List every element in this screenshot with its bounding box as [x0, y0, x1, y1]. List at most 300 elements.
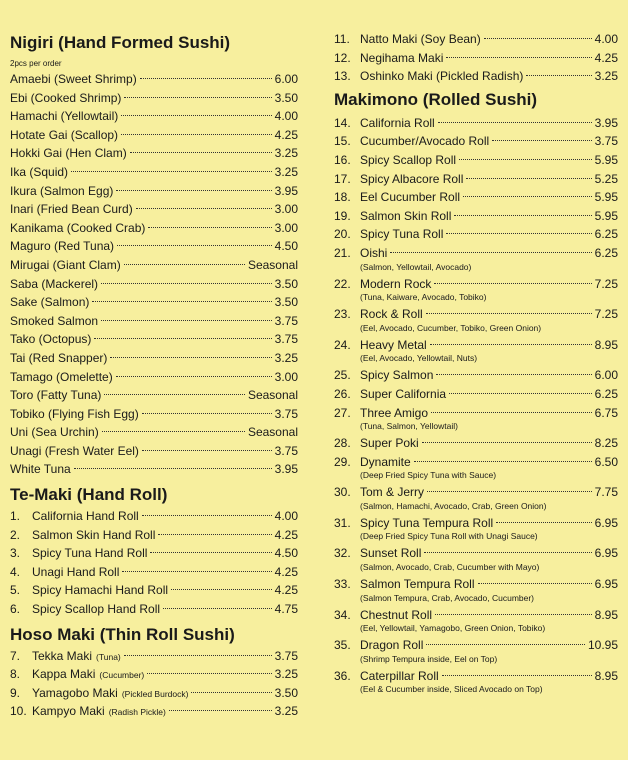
menu-item: [10, 526, 298, 545]
menu-item-price: 3.75: [274, 443, 298, 458]
menu-item-note: (Pickled Burdock): [121, 688, 189, 699]
menu-item-number: 5.: [10, 583, 21, 598]
menu-item-label: Spicy Tuna Tempura Roll: [360, 515, 494, 530]
menu-item-name: [10, 126, 118, 145]
menu-item-name: [10, 144, 127, 163]
menu-item-price: 4.00: [274, 509, 298, 524]
menu-item: [334, 170, 618, 189]
menu-item-label: Salmon Skin Hand Roll: [32, 527, 156, 542]
dot-leader: [130, 152, 272, 153]
menu-item-name: [10, 330, 91, 349]
menu-item-number: 35.: [334, 638, 351, 653]
menu-item-number: 34.: [334, 607, 351, 622]
menu-item: [334, 434, 618, 453]
menu-item-name: [334, 575, 475, 594]
dot-leader: [140, 78, 272, 79]
dot-leader: [438, 122, 592, 123]
menu-item: [10, 507, 298, 526]
menu-item: [10, 665, 298, 684]
hosomaki-list: [10, 647, 298, 721]
menu-item-price: 7.25: [594, 307, 618, 322]
dot-leader: [526, 75, 591, 76]
menu-item-number: 4.: [10, 564, 21, 579]
menu-item-note: (Cucumber): [99, 670, 145, 681]
menu-item-label: Spicy Scallop Hand Roll: [32, 602, 161, 617]
menu-item-price: 6.50: [594, 454, 618, 469]
menu-item: [334, 67, 618, 86]
menu-item-label: Tamago (Omelette): [10, 369, 113, 384]
menu-item-label: Uni (Sea Urchin): [10, 425, 99, 440]
menu-item-label: Spicy Salmon: [360, 368, 434, 383]
menu-item-name: [10, 200, 133, 219]
menu-item-label: Rock & Roll: [360, 307, 423, 322]
menu-item-price: 4.25: [274, 564, 298, 579]
menu-item-description: (Eel, Avocado, Yellowtail, Nuts): [360, 353, 478, 364]
menu-item-name: [10, 442, 139, 461]
menu-item: [334, 151, 618, 170]
menu-item-name: [334, 30, 481, 49]
menu-item-price: 6.75: [594, 405, 618, 420]
menu-item-name: [334, 366, 433, 385]
menu-item-name: [10, 219, 145, 238]
menu-item-number: 28.: [334, 436, 351, 451]
menu-item-number: 3.: [10, 546, 21, 561]
dot-leader: [390, 252, 591, 253]
menu-item-description: (Salmon Tempura, Crab, Avocado, Cucumber): [360, 592, 535, 603]
menu-item-name: [334, 207, 451, 226]
dot-leader: [449, 393, 592, 394]
menu-item-price: 3.50: [274, 276, 298, 291]
menu-item-description: (Deep Fried Spicy Tuna Roll with Unagi Sauce): [360, 531, 538, 542]
menu-item-number: 10.: [10, 704, 27, 719]
menu-item: [334, 49, 618, 68]
dot-leader: [496, 522, 591, 523]
menu-item: [334, 385, 618, 404]
menu-item-price: 10.95: [587, 638, 618, 653]
menu-item-price: 4.25: [274, 127, 298, 142]
dot-leader: [74, 468, 272, 469]
menu-item-label: Smoked Salmon: [10, 313, 99, 328]
menu-item-name: [10, 526, 155, 545]
dot-leader: [169, 710, 272, 711]
menu-item-description: (Salmon, Hamachi, Avocado, Crab, Green Onion): [360, 500, 547, 511]
menu-item-label: Oishi: [360, 245, 388, 260]
menu-item-name: [10, 507, 139, 526]
menu-item-label: Dragon Roll: [360, 638, 424, 653]
menu-item-name: [334, 188, 460, 207]
menu-item-price: 3.25: [274, 350, 298, 365]
menu-item-label: Oshinko Maki (Pickled Radish): [360, 69, 524, 84]
menu-item-price: 5.95: [594, 190, 618, 205]
menu-item-name: [334, 151, 456, 170]
menu-item-price: 3.25: [594, 69, 618, 84]
dot-leader: [436, 374, 591, 375]
menu-item-number: 20.: [334, 227, 351, 242]
dot-leader: [422, 442, 592, 443]
menu-item-label: Ika (Squid): [10, 164, 69, 179]
menu-item-number: 23.: [334, 307, 351, 322]
dot-leader: [426, 644, 585, 645]
menu-item-price: 8.25: [594, 436, 618, 451]
menu-item-description: (Salmon, Avocado, Crab, Cucumber with Mayo): [360, 562, 540, 573]
menu-item-price: 3.75: [594, 134, 618, 149]
menu-item-label: Salmon Skin Roll: [360, 208, 452, 223]
menu-item: [10, 70, 298, 89]
menu-item: [10, 581, 298, 600]
menu-item: [10, 544, 298, 563]
menu-item-price: 3.75: [274, 648, 298, 663]
menu-item-price: 4.25: [594, 50, 618, 65]
temaki-title: Te-Maki (Hand Roll): [10, 485, 168, 505]
menu-item: [10, 563, 298, 582]
menu-item-label: Spicy Albacore Roll: [360, 171, 464, 186]
menu-item-number: 6.: [10, 602, 21, 617]
menu-item-label: Ebi (Cooked Shrimp): [10, 90, 122, 105]
hosomaki-title: Hoso Maki (Thin Roll Sushi): [10, 624, 235, 644]
menu-item-label: Tako (Octopus): [10, 332, 92, 347]
menu-item-number: 9.: [10, 685, 21, 700]
menu-item: [10, 442, 298, 461]
menu-item-name: [10, 163, 68, 182]
menu-item-price: 3.95: [274, 462, 298, 477]
menu-item-number: 24.: [334, 337, 351, 352]
menu-item-price: 6.95: [594, 577, 618, 592]
menu-item-name: [334, 225, 443, 244]
menu-item-label: Sake (Salmon): [10, 295, 90, 310]
menu-item: [10, 647, 298, 666]
menu-item-description: (Deep Fried Spicy Tuna with Sauce): [360, 470, 497, 481]
menu-item-label: Spicy Hamachi Hand Roll: [32, 583, 169, 598]
dot-leader: [442, 675, 592, 676]
menu-item: [10, 200, 298, 219]
menu-item-name: [10, 275, 98, 294]
menu-item-label: Ikura (Salmon Egg): [10, 183, 114, 198]
dot-leader: [158, 534, 271, 535]
menu-item-number: 21.: [334, 245, 351, 260]
menu-item-name: [334, 434, 419, 453]
dot-leader: [478, 583, 592, 584]
menu-item-number: 18.: [334, 190, 351, 205]
menu-item-label: Kampyo Maki: [32, 704, 105, 719]
menu-item-price: 3.50: [274, 90, 298, 105]
menu-item-note: (Radish Pickle): [108, 707, 166, 718]
menu-item: [10, 219, 298, 238]
menu-item-price: 3.25: [274, 704, 298, 719]
menu-item-name: [334, 114, 435, 133]
menu-item-price: 5.95: [594, 208, 618, 223]
menu-item-price: 4.00: [594, 32, 618, 46]
menu-item-price: 6.25: [594, 386, 618, 401]
menu-item-price: 8.95: [594, 668, 618, 683]
menu-item-description: (Eel, Yellowtail, Yamagobo, Green Onion, Tobiko): [360, 623, 546, 634]
menu-item-name: [10, 665, 144, 685]
menu-item: [10, 163, 298, 182]
right-column: [334, 0, 618, 697]
menu-item-name: [10, 405, 139, 424]
menu-item-number: 11.: [334, 32, 350, 46]
menu-item: [10, 368, 298, 387]
dot-leader: [463, 196, 592, 197]
menu-item: [10, 126, 298, 145]
menu-item-price: 3.00: [274, 220, 298, 235]
menu-item: [334, 132, 618, 151]
menu-item-label: Hokki Gai (Hen Clam): [10, 146, 127, 161]
menu-item-number: 30.: [334, 485, 351, 500]
menu-item-price: 4.00: [274, 109, 298, 124]
menu-item-price: 7.75: [594, 485, 618, 500]
dot-leader: [117, 245, 272, 246]
menu-item-name: [334, 49, 443, 68]
menu-item: [10, 386, 298, 405]
menu-item-number: 32.: [334, 546, 351, 561]
menu-item-label: Three Amigo: [360, 405, 429, 420]
menu-item: [10, 256, 298, 275]
menu-item-description: (Salmon, Yellowtail, Avocado): [360, 261, 472, 272]
menu-item: [10, 275, 298, 294]
dot-leader: [136, 208, 272, 209]
menu-item-name: [10, 89, 121, 108]
menu-item: [10, 293, 298, 312]
nigiri-list: [10, 70, 298, 479]
menu-item-label: Super Poki: [360, 436, 419, 451]
menu-item-name: [10, 107, 118, 126]
menu-item-label: Spicy Tuna Roll: [360, 227, 444, 242]
menu-item-price: Seasonal: [247, 425, 298, 440]
menu-item-price: 6.95: [594, 546, 618, 561]
menu-item-label: Spicy Scallop Roll: [360, 152, 457, 167]
dot-leader: [116, 376, 272, 377]
dot-leader: [142, 413, 272, 414]
menu-item-number: 8.: [10, 667, 21, 682]
menu-item-price: Seasonal: [247, 388, 298, 403]
dot-leader: [122, 571, 271, 572]
menu-item: [334, 225, 618, 244]
dot-leader: [431, 412, 592, 413]
dot-leader: [101, 320, 272, 321]
menu-item-name: [10, 460, 71, 479]
menu-item-number: 33.: [334, 577, 351, 592]
menu-item-number: 36.: [334, 668, 351, 683]
menu-item-label: Cucumber/Avocado Roll: [360, 134, 490, 149]
menu-item-name: [10, 368, 113, 387]
menu-item-description: (Eel, Avocado, Cucumber, Tobiko, Green Onion): [360, 322, 542, 333]
menu-item: [10, 330, 298, 349]
menu-item-number: 25.: [334, 368, 351, 383]
menu-item-price: 3.50: [274, 295, 298, 310]
menu-item-number: 27.: [334, 405, 351, 420]
menu-item-price: 8.95: [594, 607, 618, 622]
menu-item-price: 6.25: [594, 227, 618, 242]
dot-leader: [102, 431, 245, 432]
menu-item-label: Kanikama (Cooked Crab): [10, 220, 146, 235]
menu-item-price: 4.25: [274, 527, 298, 542]
menu-item-number: 16.: [334, 152, 351, 167]
menu-item-label: California Hand Roll: [32, 509, 139, 524]
dot-leader: [435, 614, 592, 615]
menu-item-price: 6.25: [594, 245, 618, 260]
dot-leader: [171, 589, 272, 590]
menu-item-name: [10, 182, 113, 201]
menu-item: [10, 349, 298, 368]
dot-leader: [163, 608, 272, 609]
menu-item-name: [10, 600, 160, 619]
menu-item-note: (Tuna): [96, 651, 121, 662]
menu-item-price: 3.75: [274, 332, 298, 347]
menu-item-price: 3.75: [274, 313, 298, 328]
menu-item-number: 13.: [334, 69, 351, 84]
menu-item-label: California Roll: [360, 115, 435, 130]
menu-item: [10, 460, 298, 479]
menu-item-price: 3.95: [594, 115, 618, 130]
menu-item-price: 3.75: [274, 406, 298, 421]
menu-item-number: 12.: [334, 50, 351, 65]
makimono-title: Makimono (Rolled Sushi): [334, 89, 538, 109]
menu-item-description: (Tuna, Kaiware, Avocado, Tobiko): [360, 292, 487, 303]
menu-item: [10, 182, 298, 201]
menu-item-label: Unagi Hand Roll: [32, 564, 120, 579]
menu-item-number: 14.: [334, 115, 351, 130]
menu-item: [10, 107, 298, 126]
dot-leader: [148, 227, 271, 228]
menu-item: [10, 423, 298, 442]
menu-item-price: 6.95: [594, 515, 618, 530]
menu-item-name: [10, 386, 101, 405]
dot-leader: [459, 159, 592, 160]
menu-item-label: Yamagobo Maki: [32, 685, 118, 700]
menu-item-label: Natto Maki (Soy Bean): [360, 32, 481, 46]
menu-item-price: 4.50: [274, 239, 298, 254]
menu-item-label: Tai (Red Snapper): [10, 350, 108, 365]
menu-item-description: (Tuna, Salmon, Yellowtail): [360, 421, 458, 432]
menu-item-label: Tobiko (Flying Fish Egg): [10, 406, 139, 421]
menu-item: [334, 114, 618, 133]
dot-leader: [121, 115, 271, 116]
menu-item-price: 5.25: [594, 171, 618, 186]
menu-item-description: (Shrimp Tempura inside, Eel on Top): [360, 653, 498, 664]
menu-item-number: 29.: [334, 454, 351, 469]
menu-item-price: 4.75: [274, 602, 298, 617]
dot-leader: [104, 394, 245, 395]
menu-item-label: Dynamite: [360, 454, 411, 469]
menu-item-label: Kappa Maki: [32, 667, 96, 682]
menu-item: [334, 366, 618, 385]
dot-leader: [142, 450, 272, 451]
menu-item-price: 3.25: [274, 146, 298, 161]
menu-item-name: [10, 702, 166, 722]
menu-item-price: 4.25: [274, 583, 298, 598]
menu-item-label: Saba (Mackerel): [10, 276, 99, 291]
nigiri-note: 2pcs per order: [10, 59, 62, 68]
menu-item-price: 3.00: [274, 202, 298, 217]
menu-item: [334, 188, 618, 207]
menu-item: [10, 684, 298, 703]
menu-item-name: [10, 684, 188, 704]
dot-leader: [484, 38, 592, 39]
menu-item-name: [10, 237, 114, 256]
menu-item-label: Toro (Fatty Tuna): [10, 388, 102, 403]
menu-item-label: Negihama Maki: [360, 50, 444, 65]
menu-item-label: Modern Rock: [360, 276, 432, 291]
menu-item-name: [10, 581, 168, 600]
menu-item-label: Inari (Fried Bean Curd): [10, 202, 133, 217]
dot-leader: [142, 515, 272, 516]
menu-item-number: 31.: [334, 515, 351, 530]
menu-item-label: Salmon Tempura Roll: [360, 577, 475, 592]
dot-leader: [92, 301, 271, 302]
temaki-list: [10, 507, 298, 619]
menu-item-price: 6.00: [594, 368, 618, 383]
menu-item-name: [10, 293, 89, 312]
menu-item-label: Spicy Tuna Hand Roll: [32, 546, 148, 561]
dot-leader: [424, 552, 591, 553]
menu-item-name: [10, 563, 119, 582]
dot-leader: [116, 190, 271, 191]
menu-item: [10, 312, 298, 331]
menu-item-label: Tom & Jerry: [360, 485, 425, 500]
menu-item: [10, 600, 298, 619]
menu-item-name: [10, 349, 107, 368]
menu-item-price: 6.00: [274, 72, 298, 86]
menu-item-name: [334, 305, 423, 324]
dot-leader: [454, 215, 591, 216]
menu-item: [10, 237, 298, 256]
menu-item-price: 7.25: [594, 276, 618, 291]
menu-item-name: [10, 70, 137, 89]
menu-item-label: Hotate Gai (Scallop): [10, 127, 119, 142]
menu-item-label: Tekka Maki: [32, 648, 93, 663]
makimono-list: [334, 114, 618, 696]
dot-leader: [124, 655, 272, 656]
menu-item-price: 3.25: [274, 667, 298, 682]
menu-item-label: Maguro (Red Tuna): [10, 239, 115, 254]
dot-leader: [110, 357, 271, 358]
menu-item-number: 15.: [334, 134, 351, 149]
dot-leader: [124, 97, 271, 98]
menu-item-name: [10, 256, 121, 275]
menu-item-number: 7.: [10, 648, 21, 663]
dot-leader: [426, 313, 592, 314]
menu-item-price: 3.95: [274, 183, 298, 198]
hosomaki-list-continued: [334, 30, 618, 86]
menu-item-number: 22.: [334, 276, 351, 291]
menu-item-name: [334, 244, 387, 263]
menu-item-price: Seasonal: [247, 257, 298, 272]
menu-item-label: White Tuna: [10, 462, 71, 477]
menu-item-price: 3.25: [274, 164, 298, 179]
menu-item-label: Mirugai (Giant Clam): [10, 257, 121, 272]
menu-item-name: [334, 385, 446, 404]
dot-leader: [124, 264, 245, 265]
menu-item-price: 3.00: [274, 369, 298, 384]
dot-leader: [492, 140, 591, 141]
dot-leader: [434, 283, 591, 284]
menu-item-name: [10, 544, 147, 563]
menu-item: [10, 89, 298, 108]
menu-item-description: (Eel & Cucumber inside, Sliced Avocado on Top): [360, 684, 543, 695]
dot-leader: [101, 283, 272, 284]
menu-item: [10, 144, 298, 163]
menu-item-name: [10, 423, 99, 442]
menu-item-label: Eel Cucumber Roll: [360, 190, 461, 205]
dot-leader: [466, 178, 591, 179]
menu-item-number: 26.: [334, 386, 351, 401]
menu-item-number: 1.: [10, 509, 21, 524]
dot-leader: [94, 338, 271, 339]
dot-leader: [191, 692, 271, 693]
menu-item-label: Sunset Roll: [360, 546, 422, 561]
menu-item-price: 4.50: [274, 546, 298, 561]
menu-item-label: Heavy Metal: [360, 337, 427, 352]
